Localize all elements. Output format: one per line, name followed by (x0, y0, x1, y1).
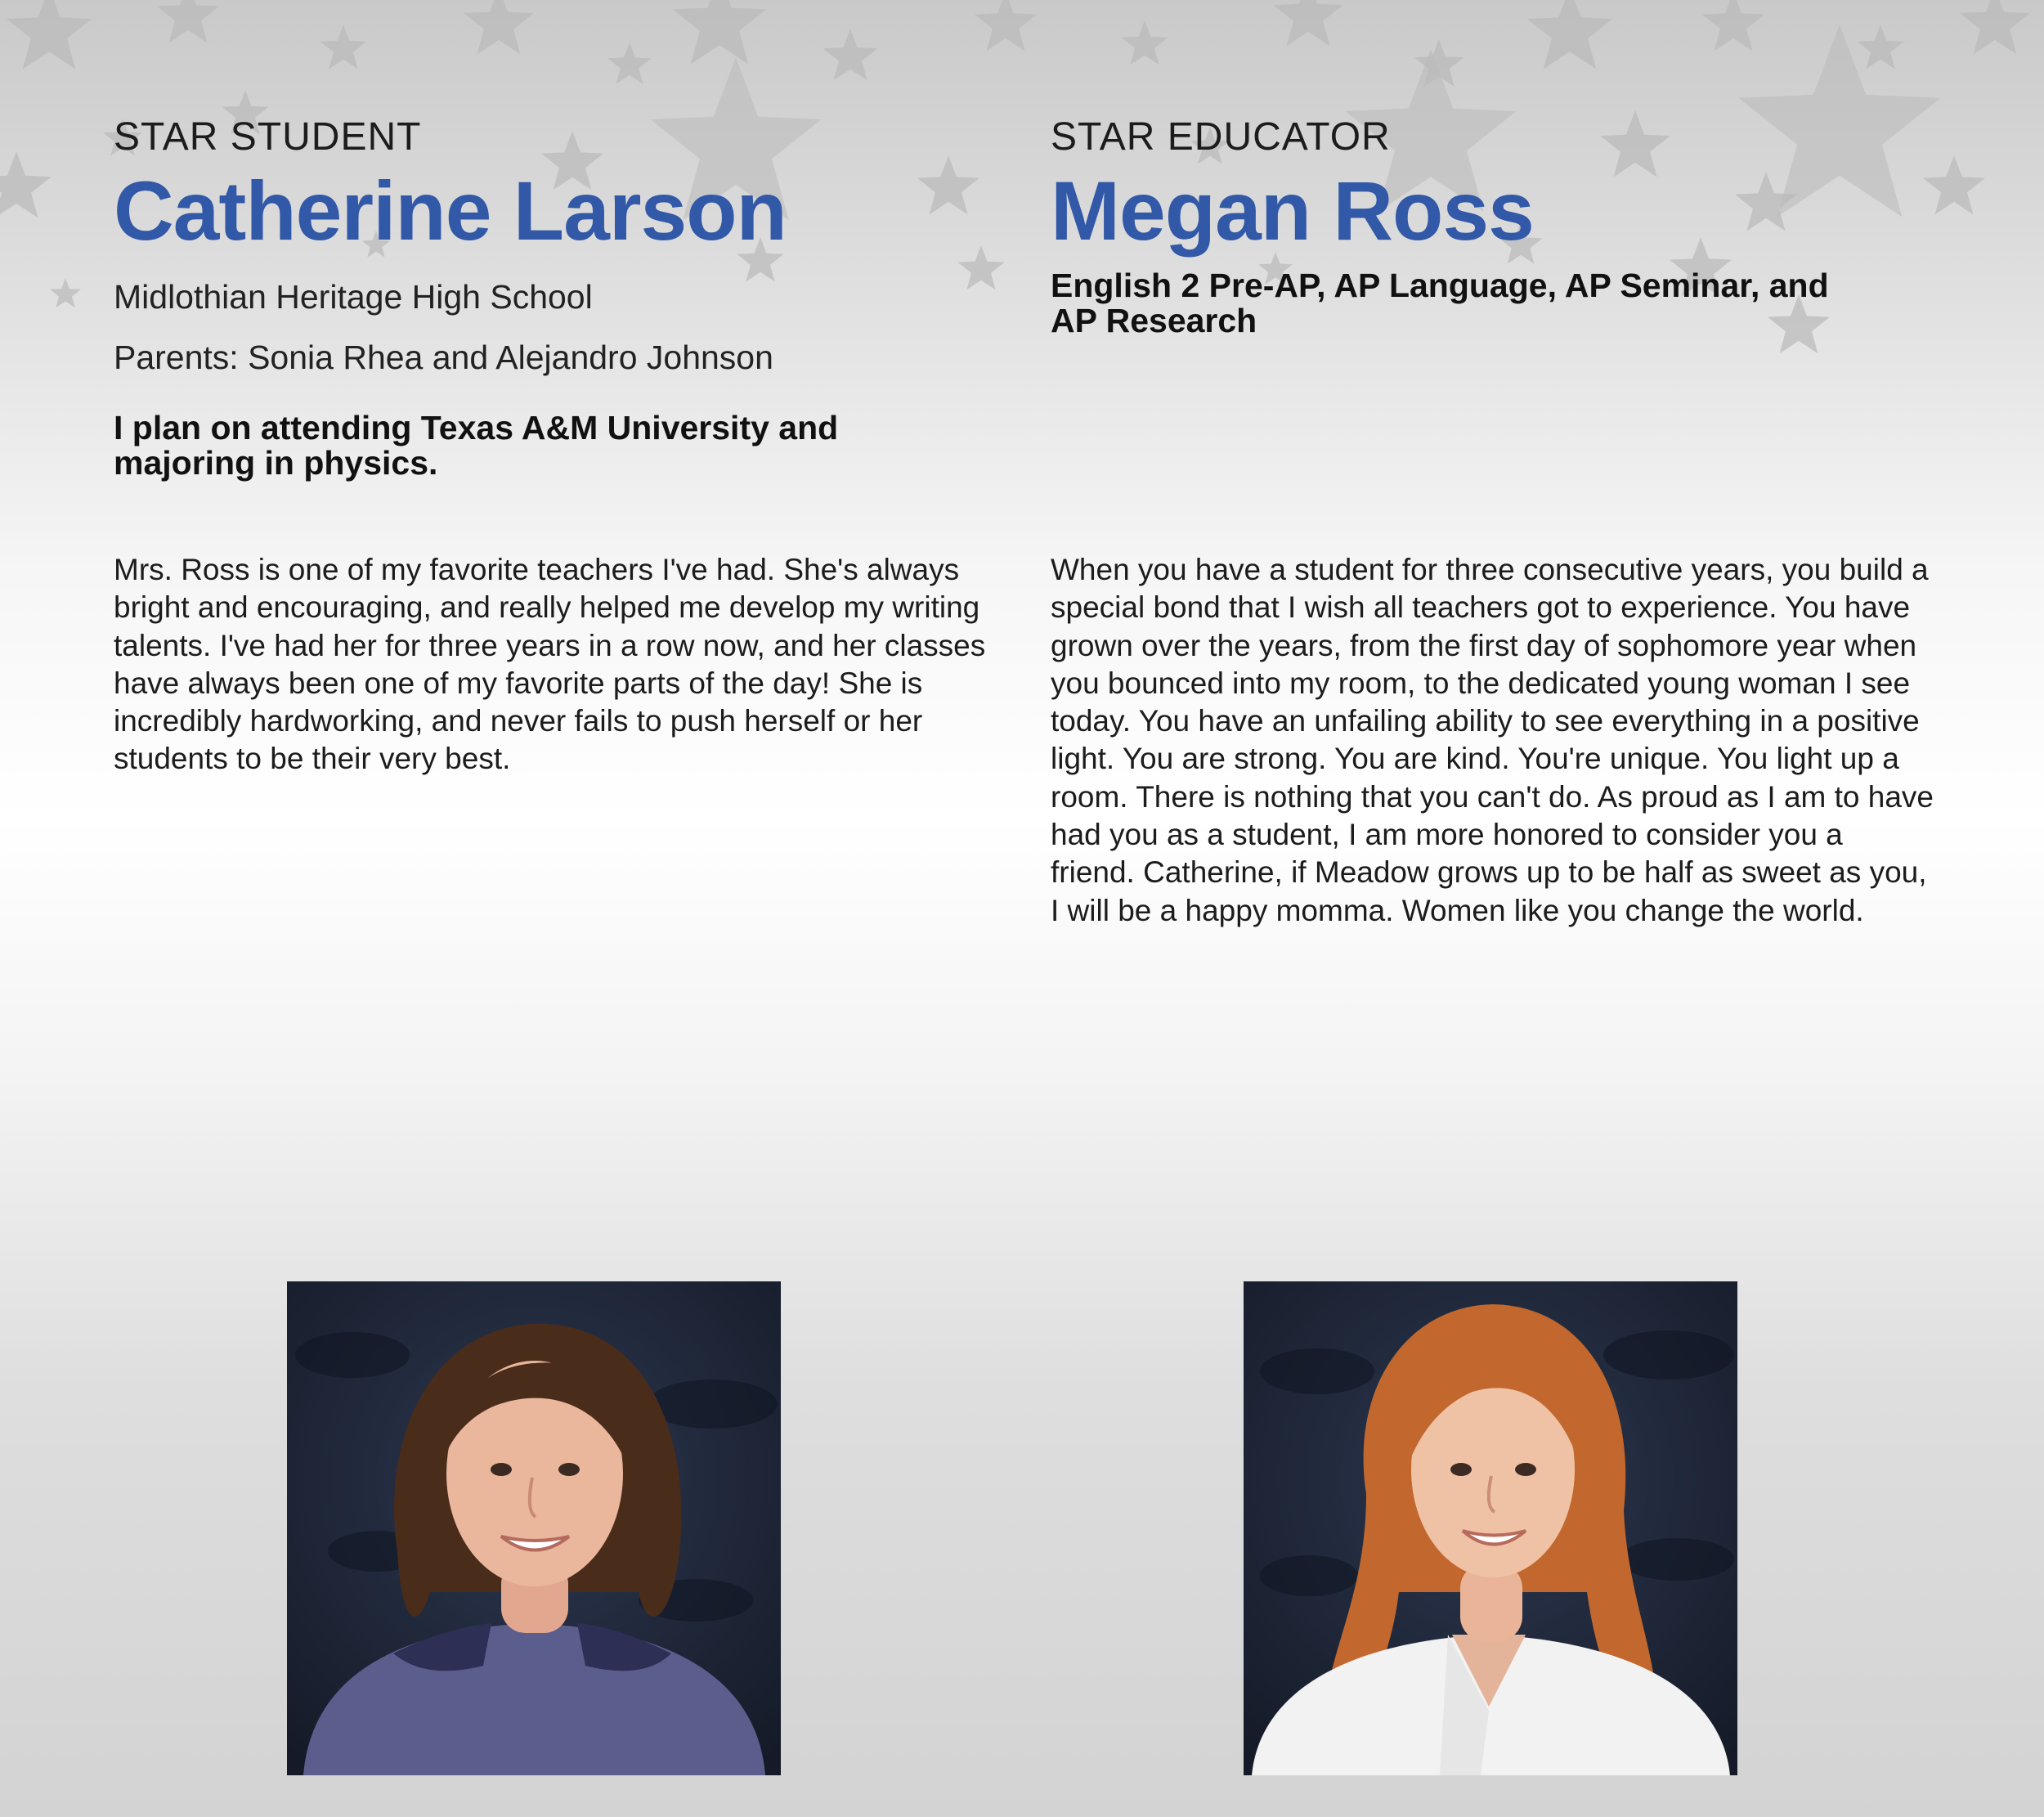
student-school: Midlothian Heritage High School (114, 278, 593, 316)
star-educator-kicker: STAR EDUCATOR (1051, 115, 1391, 159)
decorative-star-icon (464, 0, 534, 54)
star-student-kicker: STAR STUDENT (114, 115, 422, 159)
student-parents: Parents: Sonia Rhea and Alejandro Johnson (114, 339, 773, 376)
educator-subjects: English 2 Pre-AP, AP Language, AP Seminar, and AP Research (1051, 267, 1829, 339)
decorative-star-icon (823, 29, 878, 80)
decorative-star-icon (1273, 0, 1343, 46)
decorative-star-icon (50, 278, 81, 307)
educator-name: Megan Ross (1051, 164, 1534, 258)
decorative-star-icon (1858, 25, 1904, 69)
decorative-star-icon (7, 0, 92, 70)
decorative-star-icon (320, 25, 367, 69)
decorative-star-icon (1122, 20, 1168, 65)
decorative-star-icon (917, 155, 979, 214)
decorative-star-icon (1527, 0, 1613, 70)
decorative-star-icon (1600, 110, 1670, 177)
decorative-star-icon (673, 0, 766, 65)
student-portrait-photo (287, 1281, 781, 1775)
decorative-star-icon (0, 151, 52, 218)
decorative-star-icon (157, 0, 219, 43)
decorative-star-icon (607, 43, 651, 84)
educator-portrait-photo (1244, 1281, 1737, 1775)
decorative-star-icon (1702, 0, 1764, 51)
decorative-star-icon (1960, 0, 2030, 54)
decorative-star-icon (975, 0, 1037, 51)
decorative-star-icon (1923, 155, 1985, 214)
student-tribute-paragraph: Mrs. Ross is one of my favorite teachers I've had. She's always bright and encouraging, and really helped me develop my writing talents. I've had her for three years in a row now, and her classes have always been one of my favorite parts of the day! She is incredibly hardworking, and never fails to push herself or her students to be their very best. (114, 553, 986, 776)
educator-tribute-paragraph: When you have a student for three consecutive years, you build a special bond that I wish all teachers got to experience. You have grown over the years, from the first day of sophomore year when you bounced into my room, to the dedicated young woman I see today. You have an unfailing ability to see everything in a positive light. You are strong. You are kind. You're unique. You light up a room. There is nothing that you can't do. As proud as I am to have had you as a student, I am more honored to consider you a friend. Catherine, if Meadow grows up to be half as sweet as you, I will be a happy momma. Women like you change the world. (1051, 553, 1934, 927)
student-name: Catherine Larson (114, 164, 787, 258)
decorative-star-icon (958, 245, 1005, 289)
student-plan: I plan on attending Texas A&M University and majoring in physics. (114, 409, 839, 482)
